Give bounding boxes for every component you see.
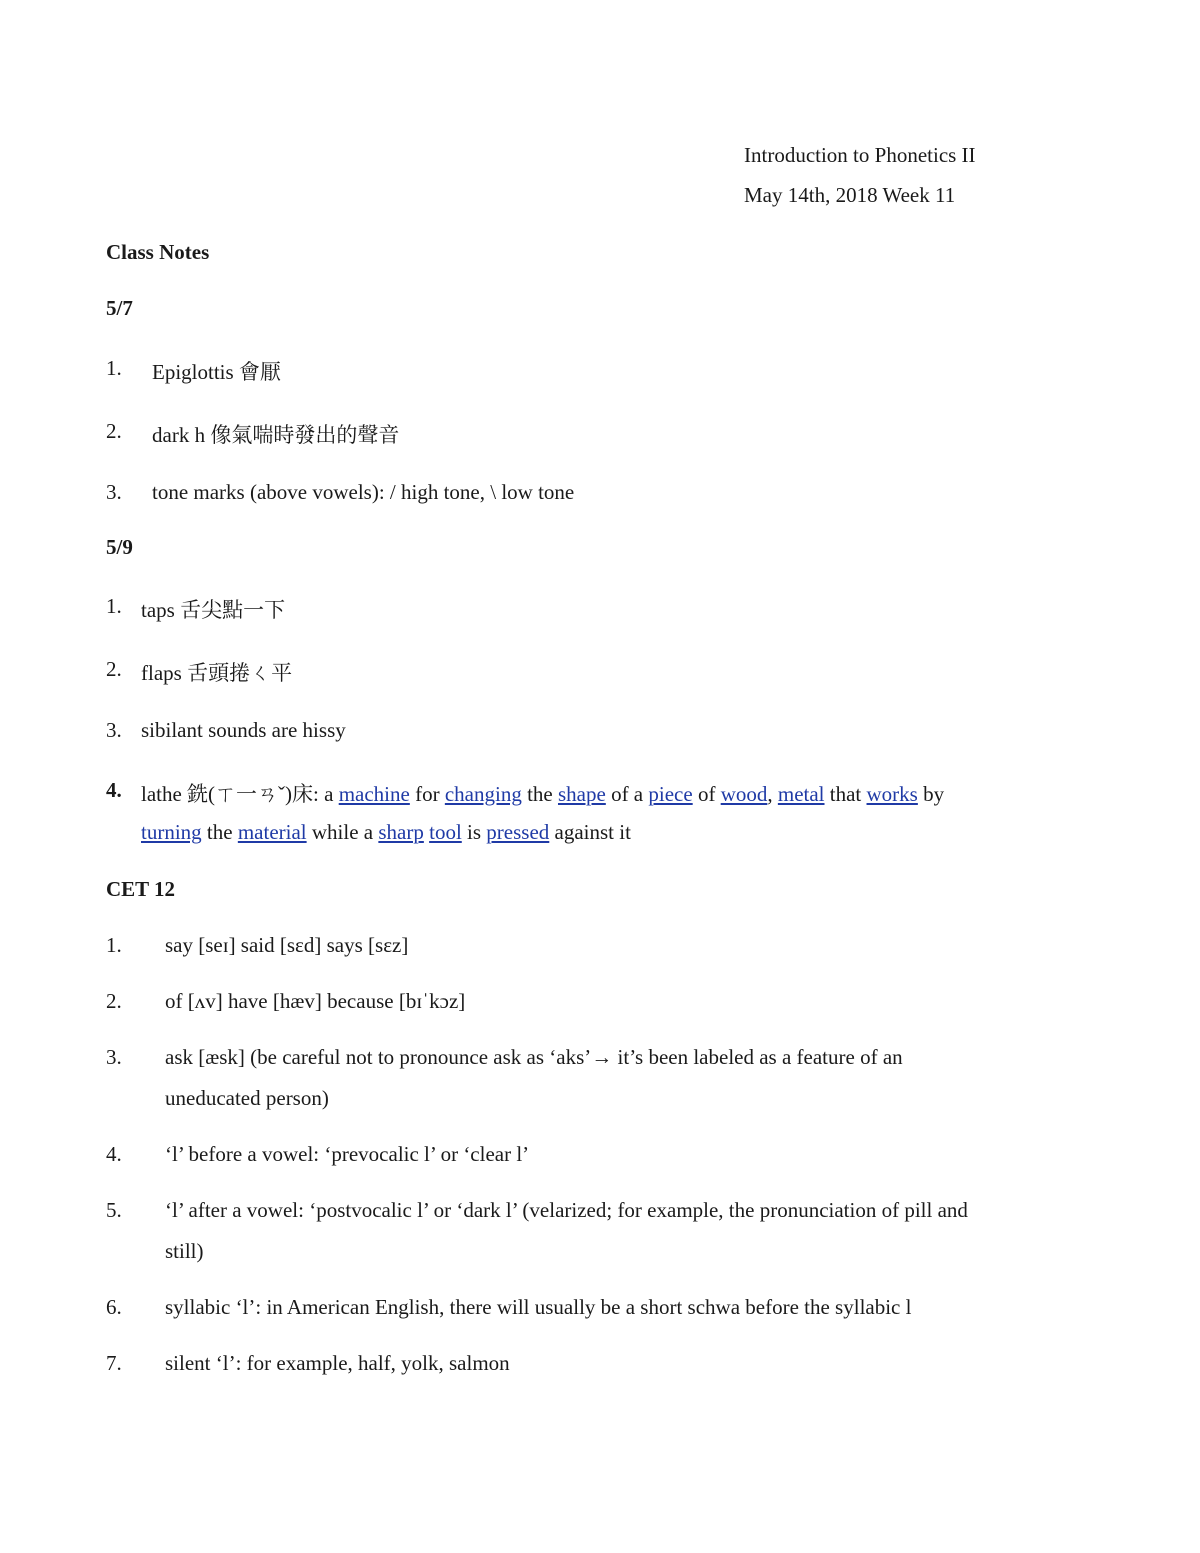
list-number: 2.	[106, 989, 122, 1013]
link-shape[interactable]: shape	[557, 782, 606, 806]
text-segment: of a	[605, 782, 649, 806]
list-number: 3.	[106, 718, 122, 742]
list-item: tone marks (above vowels): / high tone, \ low tone	[152, 480, 575, 504]
section-heading-5-9: 5/9	[106, 535, 133, 559]
list-number: 7.	[106, 1351, 122, 1375]
link-changing[interactable]: changing	[444, 782, 522, 806]
list-item-line1: ‘l’ after a vowel: ‘postvocalic l’ or ‘dark l’ (velarized; for example, the pronunciation of pill and	[165, 1198, 968, 1222]
text-segment: is	[461, 820, 487, 844]
list-number: 4.	[106, 1142, 122, 1166]
text-segment: of	[692, 782, 721, 806]
list-item: taps 舌尖點一下	[141, 598, 286, 622]
list-item: ‘l’ before a vowel: ‘prevocalic l’ or ‘clear l’	[165, 1142, 530, 1166]
link-wood[interactable]: wood	[720, 782, 768, 806]
link-works[interactable]: works	[866, 782, 918, 806]
text-segment: for	[409, 782, 445, 806]
text-segment: the	[521, 782, 558, 806]
list-number: 3.	[106, 1045, 122, 1069]
list-number: 2.	[106, 419, 122, 443]
list-number: 4.	[106, 778, 122, 802]
list-number: 1.	[106, 594, 122, 618]
lathe-text: lathe 銑(ㄒ一ㄢˇ)床: a	[141, 782, 339, 806]
link-turning[interactable]: turning	[141, 820, 202, 844]
text-segment: by	[917, 782, 945, 806]
text-segment: the	[201, 820, 238, 844]
list-number: 6.	[106, 1295, 122, 1319]
list-item: flaps 舌頭捲ㄑ平	[141, 661, 293, 685]
list-item: say [seɪ] said [sɛd] says [sɛz]	[165, 933, 409, 957]
text-segment: while a	[306, 820, 379, 844]
course-title: Introduction to Phonetics II	[744, 143, 976, 167]
link-machine[interactable]: machine	[338, 782, 410, 806]
text-segment: ,	[767, 782, 778, 806]
link-piece[interactable]: piece	[648, 782, 693, 806]
link-sharp[interactable]: sharp	[378, 820, 424, 844]
list-item-line1: ask [æsk] (be careful not to pronounce ask as ‘aks’→ it’s been labeled as a feature of an	[165, 1045, 903, 1069]
list-item: syllabic ‘l’: in American English, there will usually be a short schwa before the syllabic l	[165, 1295, 912, 1319]
course-date: May 14th, 2018 Week 11	[744, 183, 956, 207]
link-metal[interactable]: metal	[777, 782, 825, 806]
list-item-lathe-line2	[141, 820, 631, 845]
list-item-line2: still)	[165, 1239, 204, 1263]
link-tool[interactable]: tool	[429, 820, 462, 844]
text-segment: that	[824, 782, 867, 806]
list-number: 1.	[106, 356, 122, 380]
link-pressed[interactable]: pressed	[486, 820, 550, 844]
section-heading-5-7: 5/7	[106, 296, 133, 320]
list-item-lathe-line1	[141, 778, 944, 808]
list-item: of [ʌv] have [hæv] because [bɪˈkɔz]	[165, 989, 466, 1013]
page-title: Class Notes	[106, 240, 210, 264]
link-material[interactable]: material	[237, 820, 307, 844]
list-item-line2: uneducated person)	[165, 1086, 329, 1110]
list-item: sibilant sounds are hissy	[141, 718, 346, 742]
text-segment: against it	[549, 820, 631, 844]
list-number: 3.	[106, 480, 122, 504]
section-heading-cet-12: CET 12	[106, 877, 176, 901]
list-number: 1.	[106, 933, 122, 957]
list-item: dark h 像氣喘時發出的聲音	[152, 423, 400, 447]
list-item: Epiglottis 會厭	[152, 360, 281, 384]
list-number: 5.	[106, 1198, 122, 1222]
list-item: silent ‘l’: for example, half, yolk, salmon	[165, 1351, 510, 1375]
list-number: 2.	[106, 657, 122, 681]
